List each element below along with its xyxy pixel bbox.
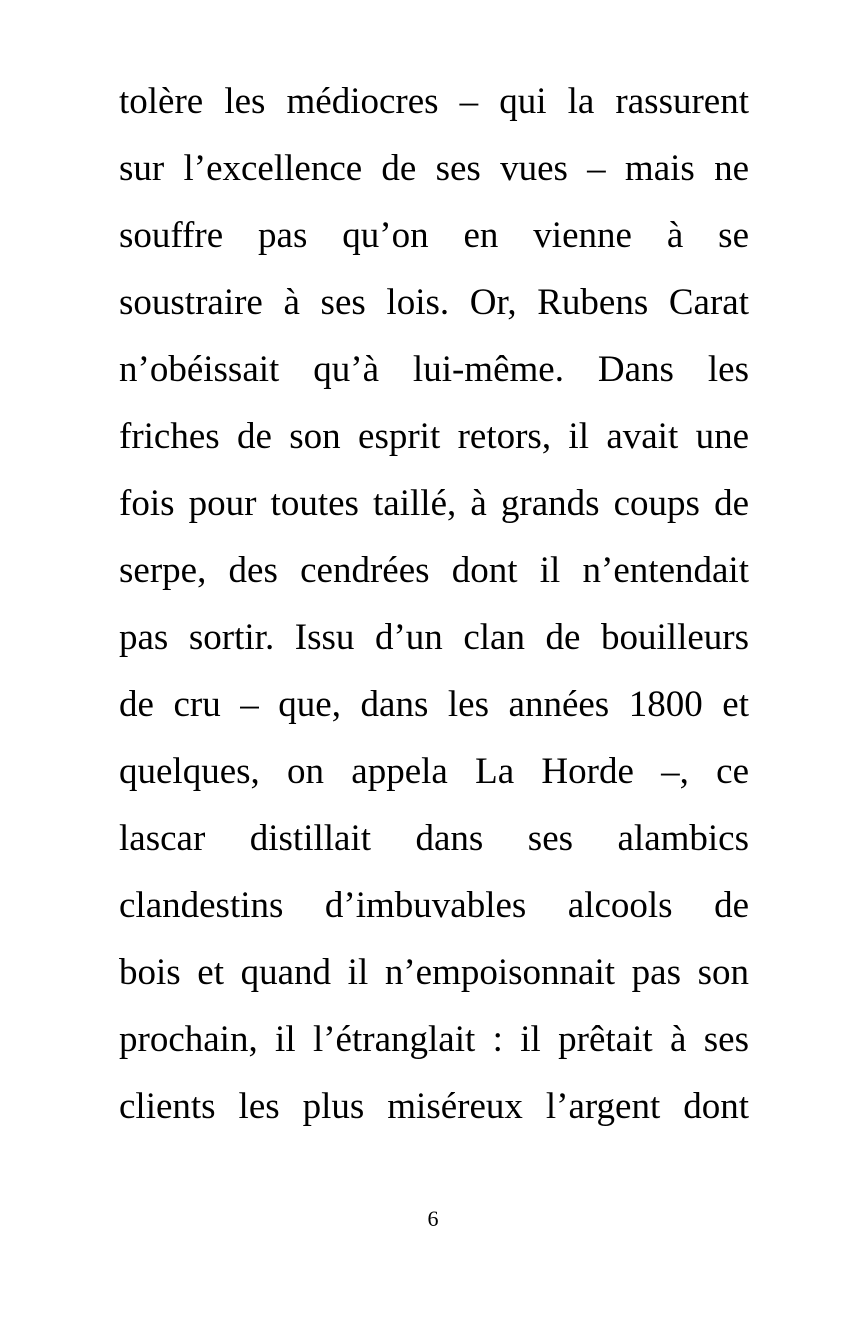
text-line: sur l’excellence de ses vues – mais ne — [119, 148, 749, 189]
text-line: clandestins d’imbuvables alcools de — [119, 885, 749, 926]
text-line: friches de son esprit retors, il avait une — [119, 416, 749, 457]
text-line: clients les plus miséreux l’argent dont — [119, 1086, 749, 1127]
body-text — [119, 68, 749, 1140]
text-line: quelques, on appela La Horde –, ce — [119, 751, 749, 792]
text-line: lascar distillait dans ses alambics — [119, 818, 749, 859]
text-line: bois et quand il n’empoisonnait pas son — [119, 952, 749, 993]
text-line: pas sortir. Issu d’un clan de bouilleurs — [119, 617, 749, 658]
text-line: tolère les médiocres – qui la rassurent — [119, 81, 749, 122]
text-line: de cru – que, dans les années 1800 et — [119, 684, 749, 725]
text-line: n’obéissait qu’à lui-même. Dans les — [119, 349, 749, 390]
text-line: serpe, des cendrées dont il n’entendait — [119, 550, 749, 591]
text-line: souffre pas qu’on en vienne à se — [119, 215, 749, 256]
text-line: fois pour toutes taillé, à grands coups de — [119, 483, 749, 524]
text-line: prochain, il l’étranglait : il prêtait à ses — [119, 1019, 749, 1060]
text-line: soustraire à ses lois. Or, Rubens Carat — [119, 282, 749, 323]
page-number: 6 — [427, 1206, 439, 1231]
